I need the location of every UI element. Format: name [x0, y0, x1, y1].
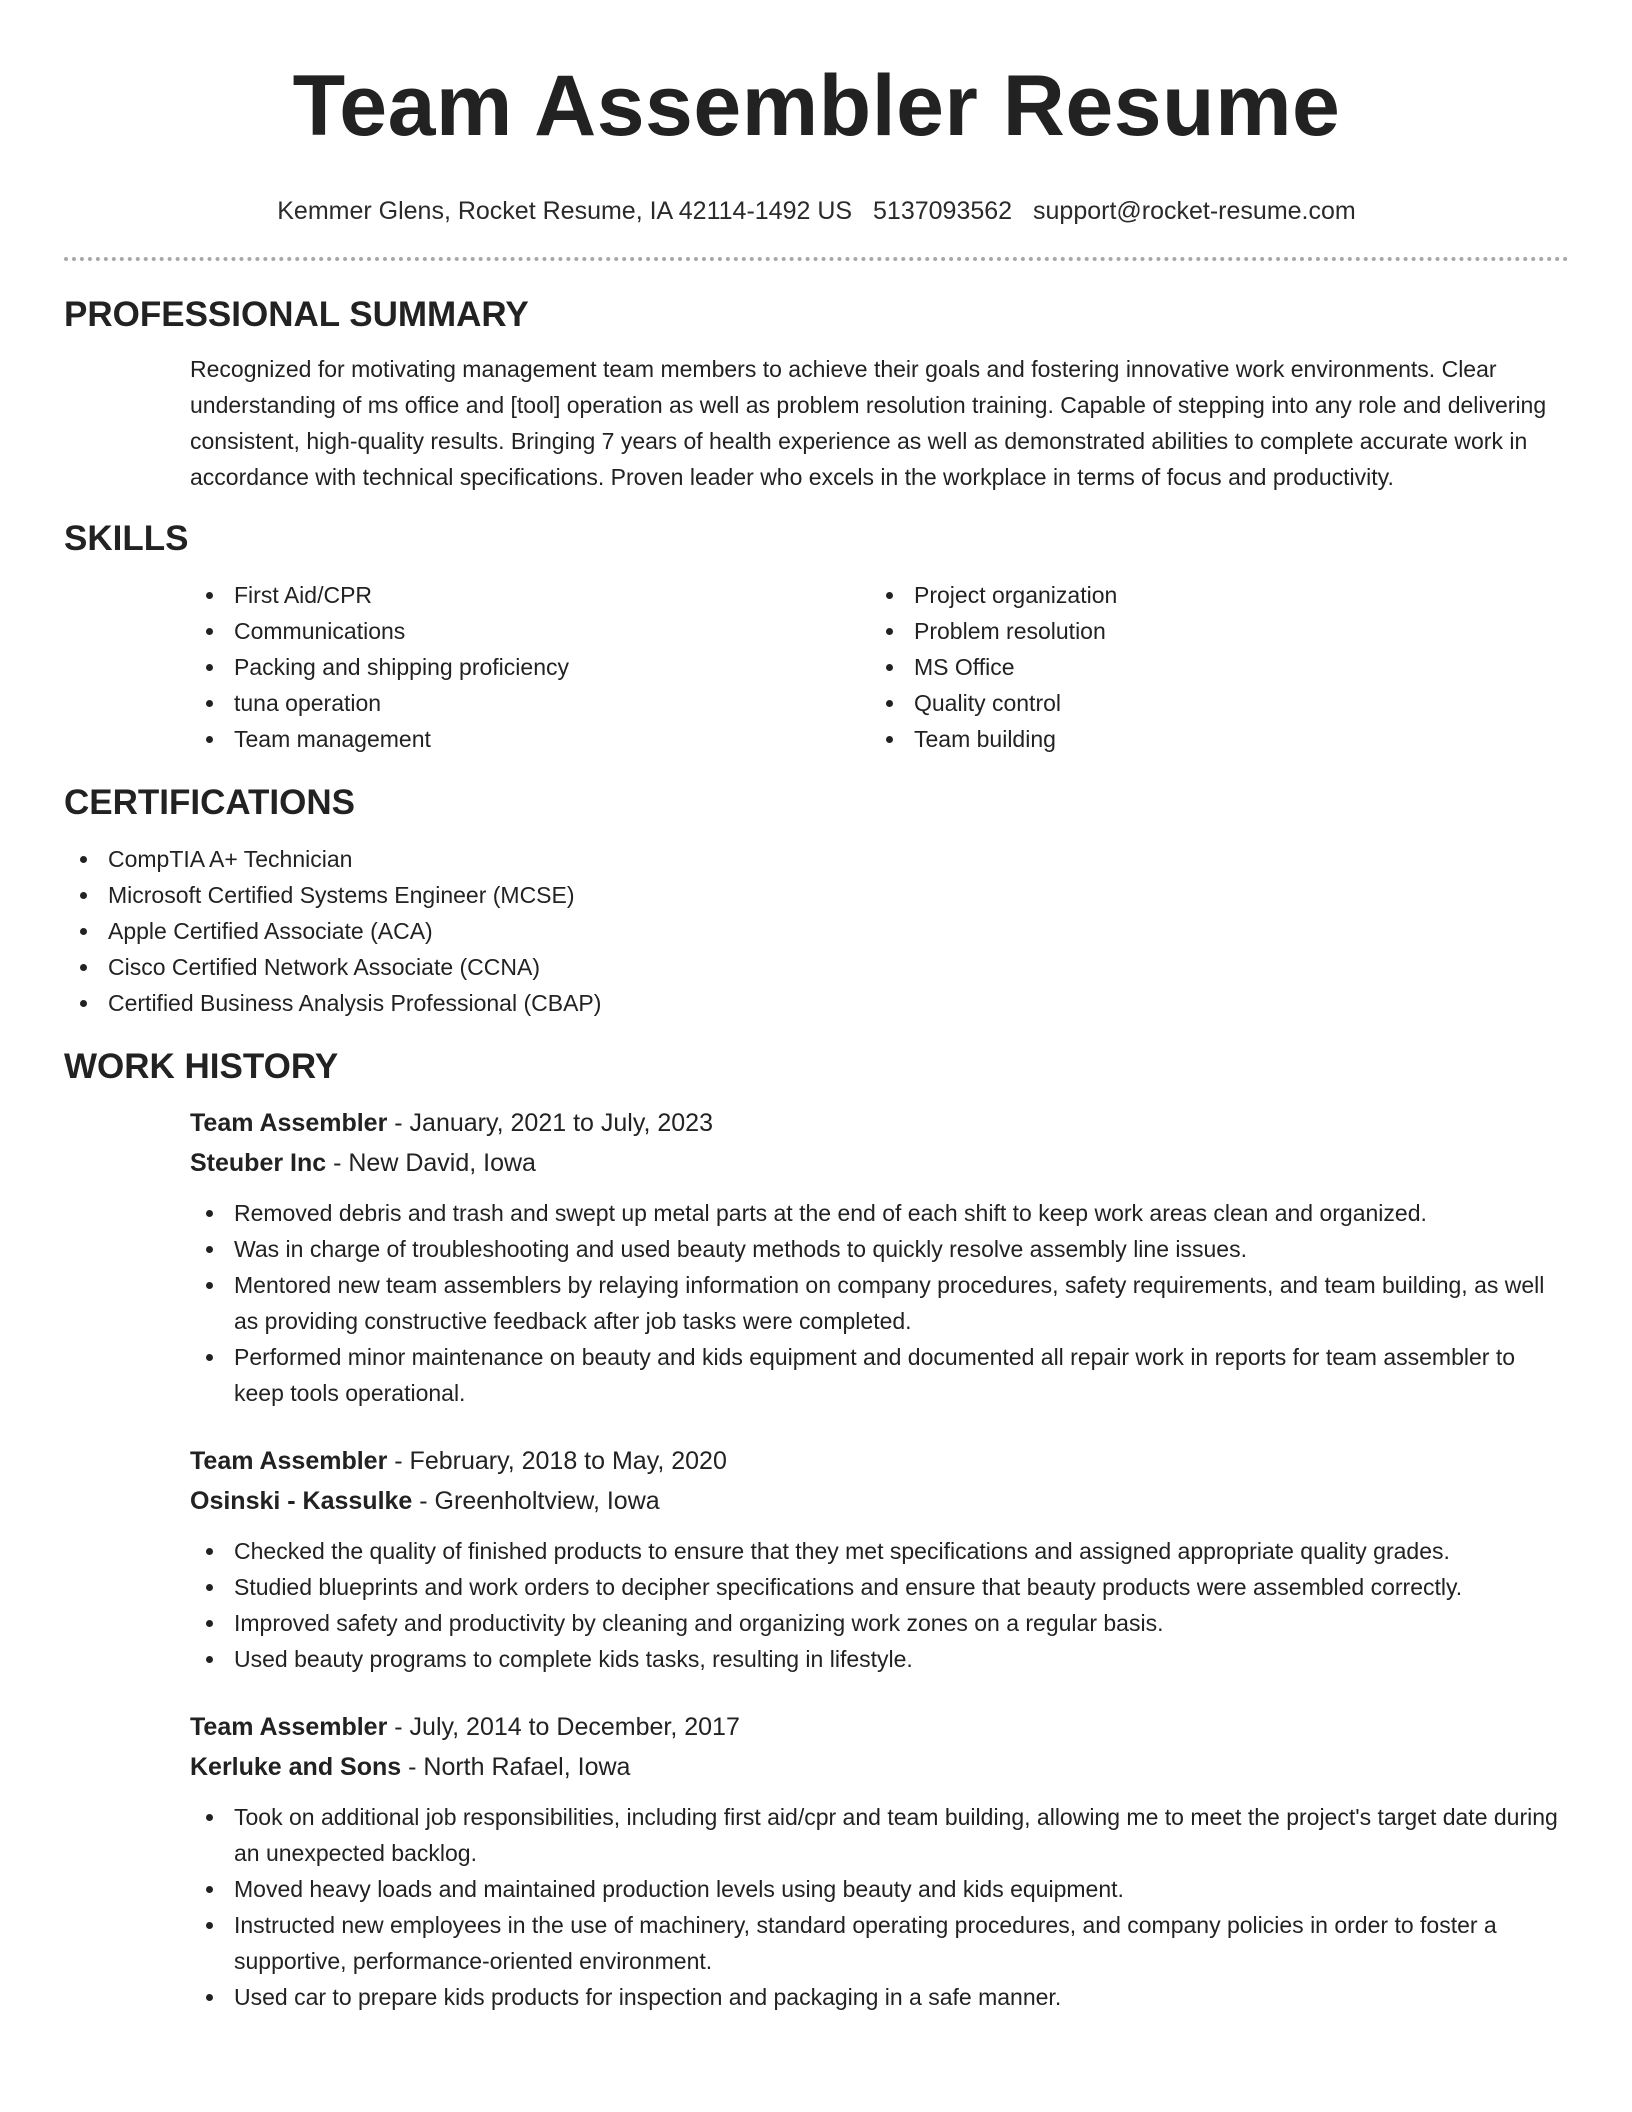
job-duty: Improved safety and productivity by cleaning and organizing work zones on a regular basis. [190, 1605, 1569, 1641]
work-history-heading: WORK HISTORY [64, 1047, 339, 1086]
job-duty: Removed debris and trash and swept up metal parts at the end of each shift to keep work areas clean and organized. [190, 1195, 1569, 1231]
job-duty: Was in charge of troubleshooting and used beauty methods to quickly resolve assembly line issues. [190, 1231, 1569, 1267]
job-entry [190, 1707, 1569, 2015]
skill-item: Packing and shipping proficiency [190, 649, 870, 685]
job-company-line [190, 1481, 1569, 1521]
header-divider [64, 257, 1569, 261]
skills-column-left [190, 577, 870, 757]
skills-heading: SKILLS [64, 519, 189, 558]
job-company: Osinski - Kassulke [190, 1487, 413, 1515]
job-company-line [190, 1143, 1569, 1183]
job-duty: Checked the quality of finished products to ensure that they met specifications and assigned appropriate quality grades. [190, 1533, 1569, 1569]
job-duties [190, 1195, 1569, 1411]
skill-item: Project organization [870, 577, 1550, 613]
skill-item: Team building [870, 721, 1550, 757]
job-duty: Used beauty programs to complete kids tasks, resulting in lifestyle. [190, 1641, 1569, 1677]
certification-item: Apple Certified Associate (ACA) [64, 913, 1569, 949]
job-location: - New David, Iowa [326, 1149, 536, 1177]
contact-phone[interactable]: 5137093562 [873, 197, 1013, 225]
skill-item: Communications [190, 613, 870, 649]
job-duty: Performed minor maintenance on beauty and kids equipment and documented all repair work in reports for team assembler to keep tools operational. [190, 1339, 1569, 1411]
job-duty: Moved heavy loads and maintained production levels using beauty and kids equipment. [190, 1871, 1569, 1907]
resume-title: Team Assembler Resume [292, 58, 1341, 154]
skill-item: MS Office [870, 649, 1550, 685]
certification-item: Microsoft Certified Systems Engineer (MCSE) [64, 877, 1569, 913]
certification-item: CompTIA A+ Technician [64, 841, 1569, 877]
certification-item: Cisco Certified Network Associate (CCNA) [64, 949, 1569, 985]
job-duty: Studied blueprints and work orders to decipher specifications and ensure that beauty products were assembled correctly. [190, 1569, 1569, 1605]
skills-grid [190, 577, 1569, 757]
skill-item: Quality control [870, 685, 1550, 721]
job-duty: Instructed new employees in the use of machinery, standard operating procedures, and company policies in order to foster a supportive, performance-oriented environment. [190, 1907, 1569, 1979]
certification-item: Certified Business Analysis Professional (CBAP) [64, 985, 1569, 1021]
contact-line [64, 195, 1569, 227]
skill-item: Problem resolution [870, 613, 1550, 649]
job-duties [190, 1799, 1569, 2015]
summary-text: Recognized for motivating management team members to achieve their goals and fostering innovative work environments. Clear understanding of ms office and [tool] operation as well as problem resolution training. Capable of stepping into any role and delivering consistent, high-quality results. Bringing 7 years of health experience as well as demonstrated abilities to complete accurate work in accordance with technical specifications. Proven leader who excels in the workplace in terms of focus and productivity. [190, 356, 1547, 490]
job-duty: Mentored new team assemblers by relaying information on company procedures, safety requirements, and team building, as well as providing constructive feedback after job tasks were completed. [190, 1267, 1569, 1339]
resume-page [64, 0, 1569, 2015]
job-location: - Greenholtview, Iowa [412, 1487, 660, 1515]
job-dates: - January, 2021 to July, 2023 [387, 1109, 713, 1137]
job-dates: - February, 2018 to May, 2020 [387, 1447, 727, 1475]
job-title: Team Assembler [190, 1447, 388, 1475]
job-location: - North Rafael, Iowa [401, 1753, 631, 1781]
job-duty: Used car to prepare kids products for inspection and packaging in a safe manner. [190, 1979, 1569, 2015]
job-duty: Took on additional job responsibilities, including first aid/cpr and team building, allowing me to meet the project's target date during an unexpected backlog. [190, 1799, 1569, 1871]
job-title: Team Assembler [190, 1109, 388, 1137]
job-company-line [190, 1747, 1569, 1787]
job-company: Kerluke and Sons [190, 1753, 402, 1781]
job-title-line [190, 1103, 1569, 1143]
skill-item: tuna operation [190, 685, 870, 721]
contact-email[interactable]: support@rocket-resume.com [1033, 197, 1356, 225]
contact-address: Kemmer Glens, Rocket Resume, IA 42114-1492 US [277, 197, 853, 225]
summary-heading: PROFESSIONAL SUMMARY [64, 295, 529, 334]
job-title: Team Assembler [190, 1713, 388, 1741]
skill-item: First Aid/CPR [190, 577, 870, 613]
job-company: Steuber Inc [190, 1149, 327, 1177]
certifications-heading: CERTIFICATIONS [64, 783, 356, 822]
certifications-list [64, 841, 1569, 1021]
job-duties [190, 1533, 1569, 1677]
job-dates: - July, 2014 to December, 2017 [387, 1713, 740, 1741]
job-entry [190, 1441, 1569, 1677]
job-title-line [190, 1441, 1569, 1481]
job-title-line [190, 1707, 1569, 1747]
skills-column-right [870, 577, 1550, 757]
skill-item: Team management [190, 721, 870, 757]
job-entry [190, 1103, 1569, 1411]
